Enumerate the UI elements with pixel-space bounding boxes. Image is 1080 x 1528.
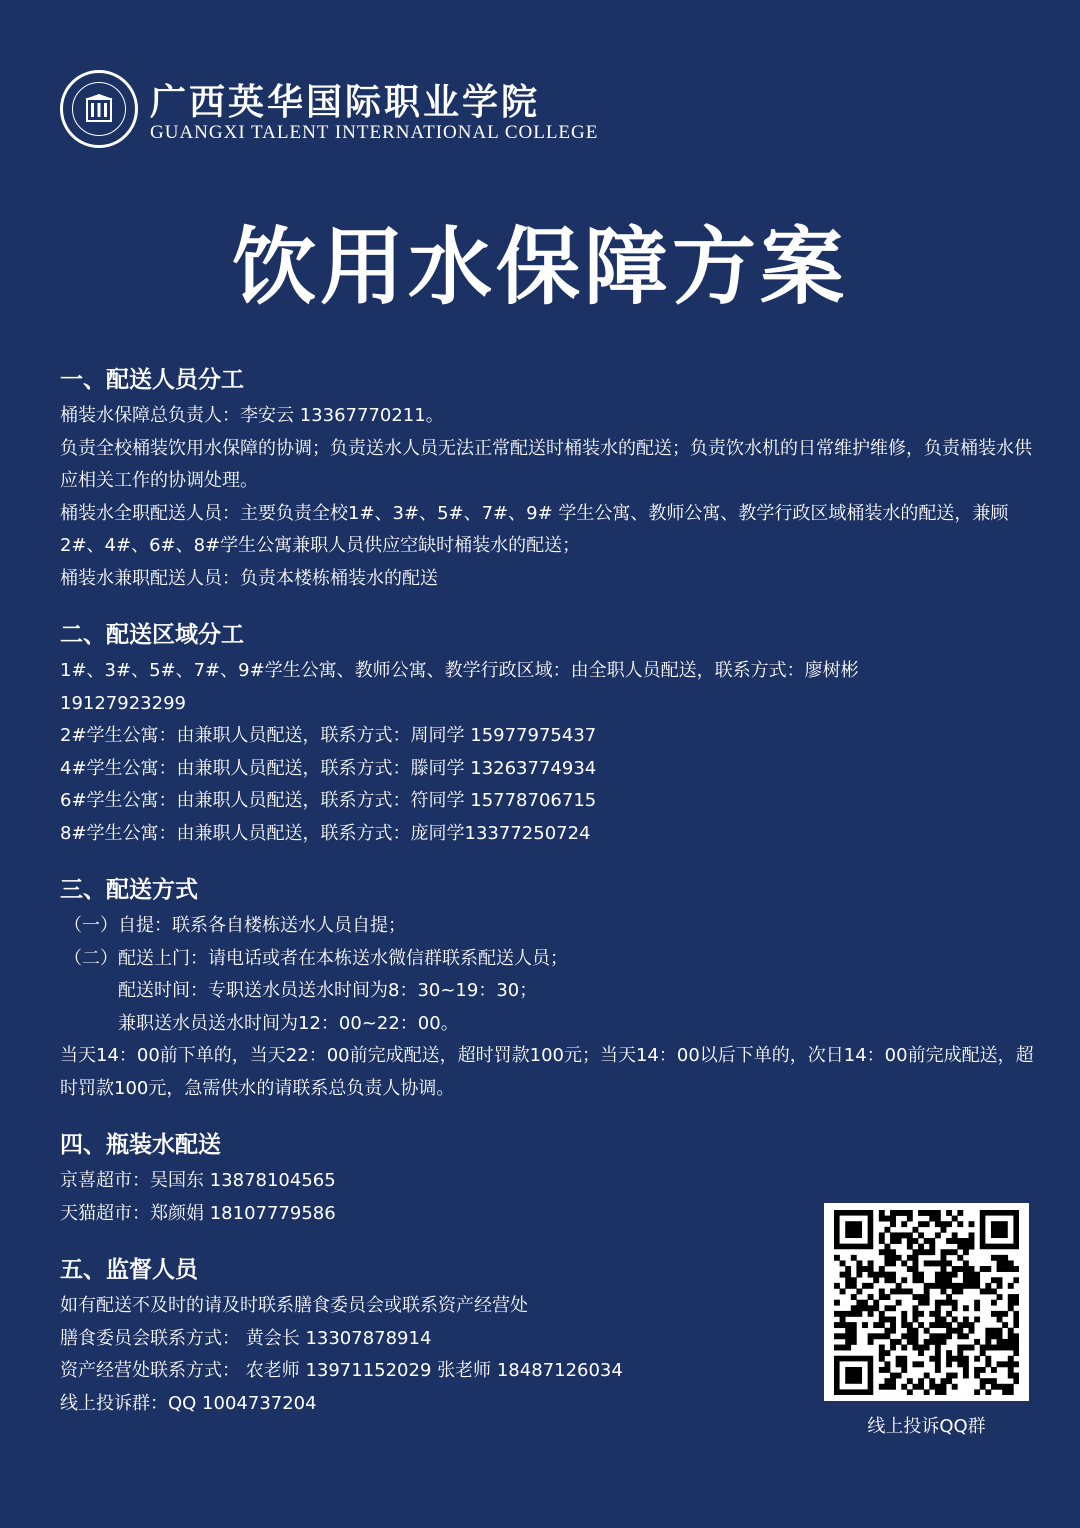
text-line: 线上投诉群：QQ 1004737204 [60,1392,317,1414]
section-staff [60,360,1040,595]
text-line: 京喜超市：吴国东 13878104565 [60,1170,336,1191]
qr-caption: 线上投诉QQ群 [867,1416,986,1437]
text-line: 配送时间：专职送水员送水时间为8：30~19：30； [118,980,538,1001]
school-name-cn: 广西英华国际职业学院 [150,81,541,123]
text-line: 4#学生公寓：由兼职人员配送，联系方式：滕同学 13263774934 [60,757,597,779]
school-emblem-icon [60,70,138,148]
section-heading: 三、配送方式 [60,877,198,903]
section-areas [60,615,1040,850]
section-heading: 二、配送区域分工 [60,622,244,648]
text-line: 膳食委员会联系方式： 黄会长 13307878914 [60,1327,432,1349]
text-line: 2#学生公寓：由兼职人员配送，联系方式：周同学 15977975437 [60,725,597,746]
qr-code-icon [824,1203,1029,1401]
text-line: 桶装水全职配送人员：主要负责全校1#、3#、5#、7#、9# 学生公寓、教师公寓、教学行政区域桶装水的配送，兼顾2#、4#、6#、8#学生公寓兼职人员供应空缺时桶装水的配送； [60,502,1009,556]
text-line: 桶装水兼职配送人员：负责本楼栋桶装水的配送 [60,567,438,589]
section-methods [60,870,1040,1105]
text-line: 当天14：00前下单的，当天22：00前完成配送，超时罚款100元；当天14：00以后下单的，次日14：00前完成配送，超时罚款100元，急需供水的请联系总负责人协调。 [60,1045,1034,1099]
text-line: 天猫超市：郑颜娟 18107779586 [60,1202,336,1224]
text-line: 6#学生公寓：由兼职人员配送，联系方式：符同学 15778706715 [60,790,597,811]
page-title: 饮用水保障方案 [231,217,848,316]
text-line: 桶装水保障总负责人：李安云 13367770211。 [60,405,444,426]
text-line: （一）自提：联系各自楼栋送水人员自提； [64,915,406,936]
school-name-en: GUANGXI TALENT INTERNATIONAL COLLEGE [150,122,599,143]
text-line: （二）配送上门：请电话或者在本栋送水微信群联系配送人员； [64,947,568,969]
text-line: 资产经营处联系方式： 农老师 13971152029 张老师 18487126034 [60,1360,623,1381]
section-heading: 一、配送人员分工 [60,367,244,393]
text-line: 兼职送水员送水时间为12：00~22：00。 [118,1012,459,1034]
header [60,70,620,150]
section-heading: 四、瓶装水配送 [60,1132,221,1158]
text-line: 负责全校桶装饮用水保障的协调；负责送水人员无法正常配送时桶装水的配送；负责饮水机的日常维护维修，负责桶装水供应相关工作的协调处理。 [60,437,1032,491]
text-line: 1#、3#、5#、7#、9#学生公寓、教师公寓、教学行政区域：由全职人员配送，联系方式：廖树彬 19127923299 [60,660,859,714]
text-line: 如有配送不及时的请及时联系膳食委员会或联系资产经营处 [60,1295,528,1316]
section-heading: 五、监督人员 [60,1257,198,1283]
text-line: 8#学生公寓：由兼职人员配送，联系方式：庞同学13377250724 [60,822,591,844]
